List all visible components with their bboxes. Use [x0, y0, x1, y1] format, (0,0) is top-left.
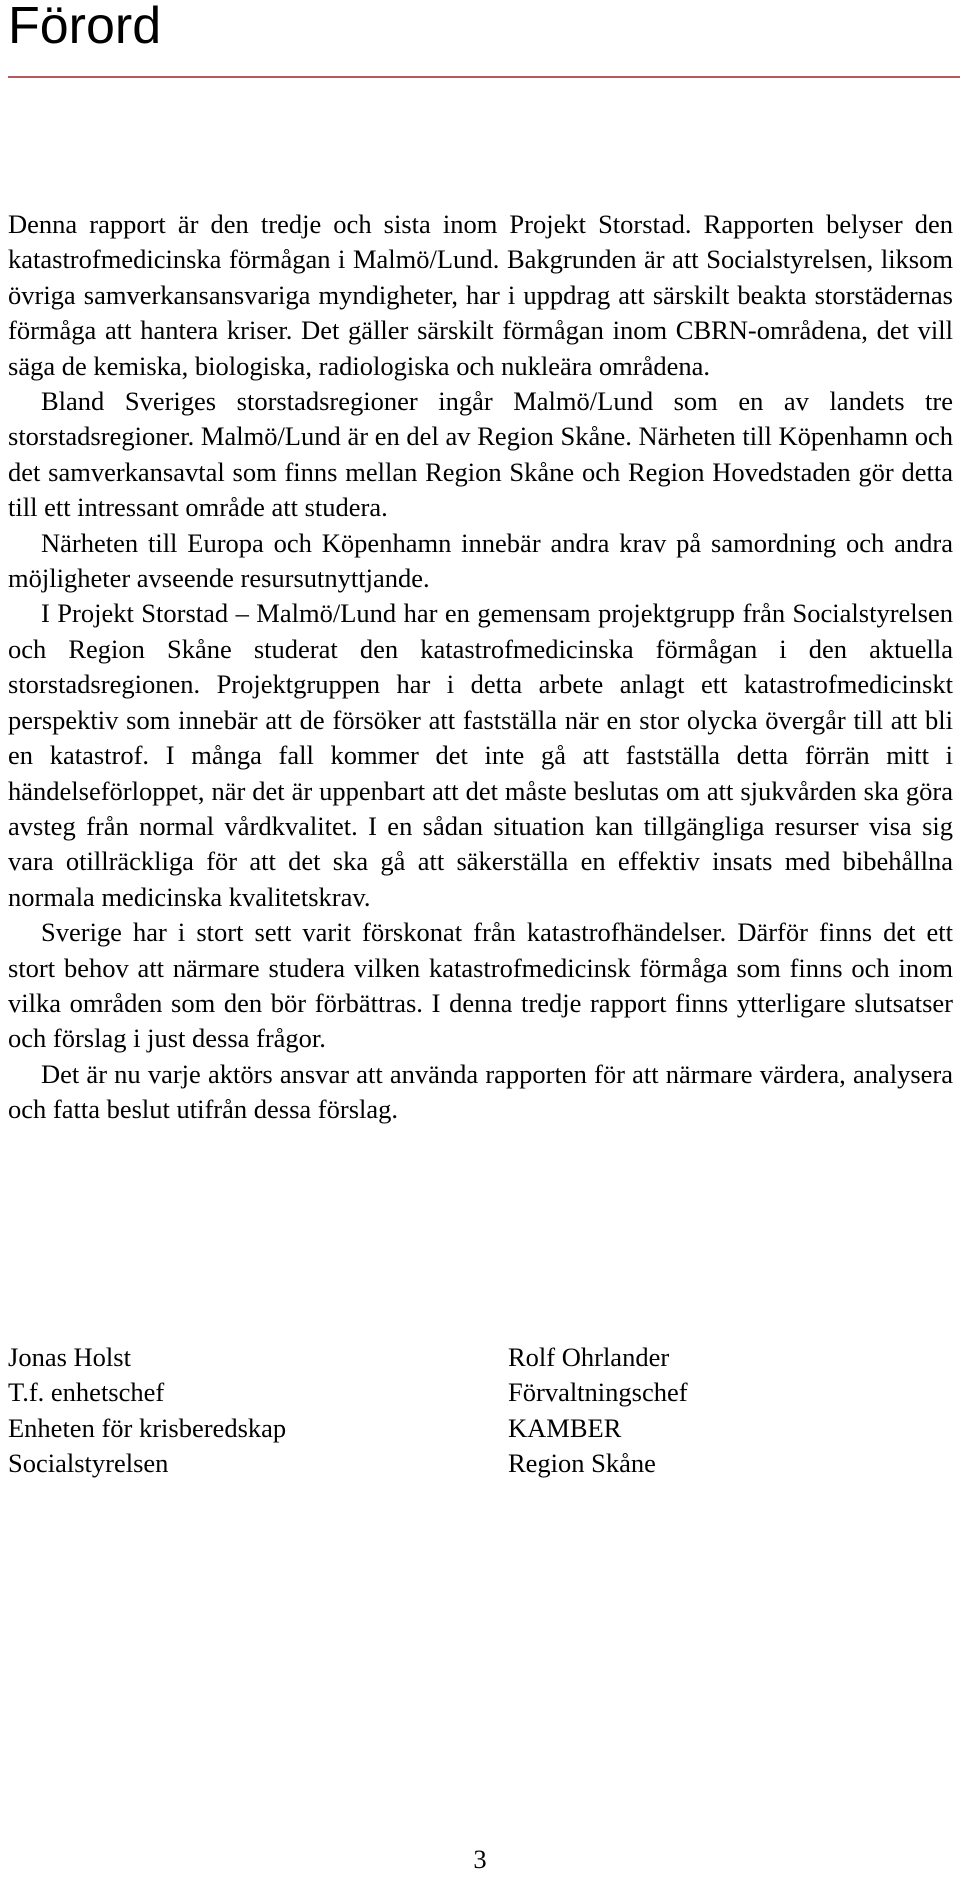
signatory-name: Rolf Ohrlander: [508, 1342, 670, 1372]
paragraph-europe: Närheten till Europa och Köpenhamn innebär andra krav på samordning och andra möjligheter avseende resursutnyttjande.: [8, 527, 953, 594]
paragraph-responsibility: Det är nu varje aktörs ansvar att använda rapporten för att närmare värdera, analysera och fatta beslut utifrån dessa förslag.: [8, 1058, 953, 1125]
signatory-organization: Socialstyrelsen: [8, 1448, 169, 1479]
signature-right: [508, 1340, 688, 1482]
page-title: Förord: [8, 0, 162, 55]
signature-left: [8, 1340, 286, 1482]
title-divider: [8, 76, 960, 78]
paragraph-project: I Projekt Storstad – Malmö/Lund har en gemensam projektgrupp från Socialstyrelsen och Region Skåne studerat den katastrofmedicinska förmågan i den aktuella storstadsregionen. Projektgruppen har i detta arbete anlagt ett katastrofmedicinskt perspektiv som innebär att de försöker att fastställa när en stor olycka övergår till att bli en katastrof. I många fall kommer det inte gå att fastställa detta förrän mitt i händelseförloppet, när det är uppenbart att det måste beslutas om att sjukvården ska göra avsteg från normal vårdkvalitet. I en sådan situation kan tillgängliga resurser visa sig vara otillräckliga för att det ska gå att säkerställa en effektiv insats med bibehållna normala medicinska kvalitetskrav.: [8, 598, 953, 912]
signatory-title: T.f. enhetschef: [8, 1377, 165, 1408]
signatory-unit: Enheten för krisberedskap: [8, 1412, 287, 1443]
paragraph-malmo-lund: Bland Sveriges storstadsregioner ingår Malmö/Lund som en av landets tre storstadsregioner. Malmö/Lund är en del av Region Skåne. Närheten till Köpenhamn och det samverkansavtal som finns mellan Region Skåne och Region Hovedstaden gör detta till ett intressant område att studera.: [8, 386, 953, 523]
signatory-unit: KAMBER: [508, 1412, 622, 1443]
foreword-body: [8, 207, 953, 1128]
signatory-name: Jonas Holst: [8, 1342, 131, 1372]
signatory-title: Förvaltningschef: [508, 1377, 688, 1408]
paragraph-sweden: Sverige har i stort sett varit förskonat från katastrofhändelser. Därför finns det ett stort behov att närmare studera vilken katastrofmedicinsk förmåga som finns och inom vilka områden som den bör förbättras. I denna tredje rapport finns ytterligare slutsatser och förslag i just dessa frågor.: [8, 917, 953, 1054]
signatory-organization: Region Skåne: [508, 1448, 656, 1479]
paragraph-intro: Denna rapport är den tredje och sista inom Projekt Storstad. Rapporten belyser den katastrofmedicinska förmågan i Malmö/Lund. Bakgrunden är att Socialstyrelsen, liksom övriga samverkansansvariga myndigheter, har i uppdrag att särskilt beakta storstädernas förmåga att hantera kriser. Det gäller särskilt förmågan inom CBRN-områdena, det vill säga de kemiska, biologiska, radiologiska och nukleära områdena.: [8, 209, 953, 381]
page-number: 3: [473, 1844, 487, 1874]
